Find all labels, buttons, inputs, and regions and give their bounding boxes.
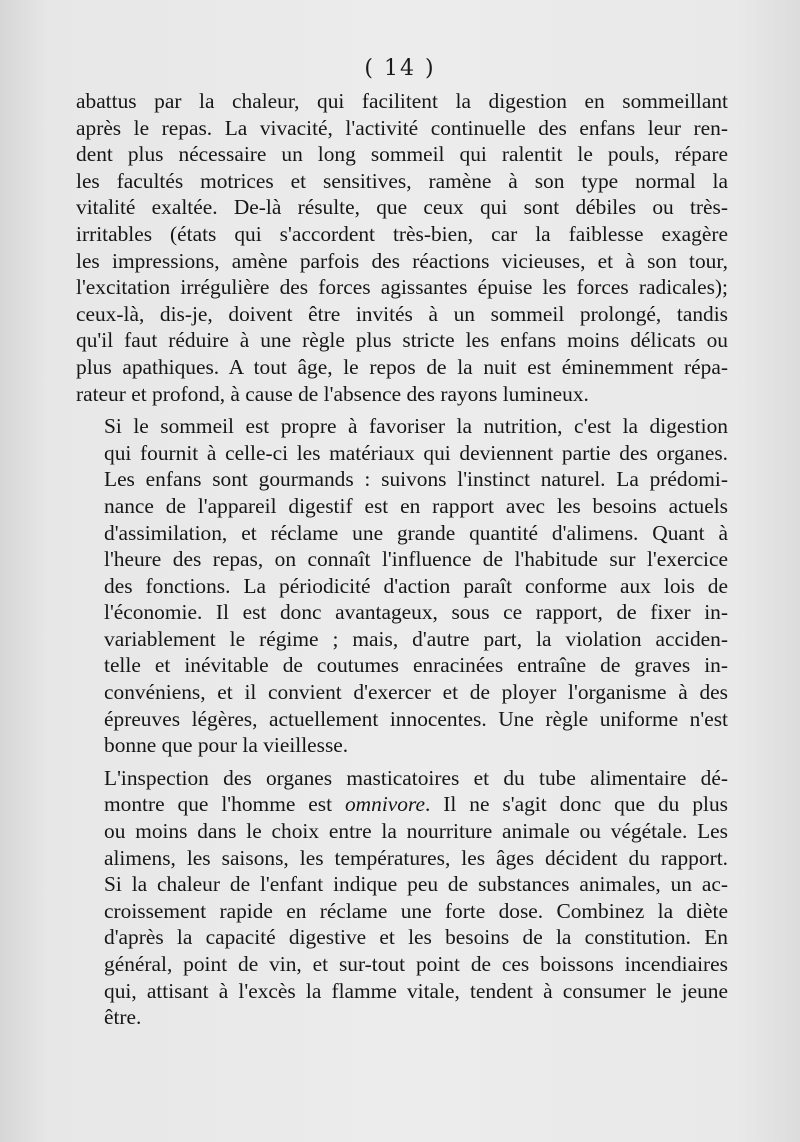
text-line: les facultés motrices et sensitives, ramène à son type normal la — [76, 168, 728, 193]
text-line: qui, attisant à l'excès la flamme vitale, tendent à consumer le jeune — [104, 978, 728, 1003]
text-line: plus apathiques. A tout âge, le repos de la nuit est éminemment répa- — [76, 354, 728, 379]
text-line: montre que l'homme est omnivore. Il ne s'agit donc que du plus — [104, 792, 728, 817]
text-line: ou moins dans le choix entre la nourriture animale ou végétale. Les — [104, 819, 728, 844]
text-line: qu'il faut réduire à une règle plus stricte les enfans moins délicats ou — [76, 328, 728, 353]
text-line: général, point de vin, et sur-tout point de ces boissons incendiaires — [104, 952, 728, 976]
body-text — [76, 88, 728, 1031]
text-line: convéniens, et il convient d'exercer et de ployer l'organisme à des — [104, 680, 728, 705]
text-line: être. — [104, 1005, 142, 1030]
text-line: croissement rapide en réclame une forte dose. Combinez la diète — [104, 898, 728, 923]
page-number: ( 14 ) — [364, 56, 436, 81]
text-line: l'économie. Il est donc avantageux, sous ce rapport, de fixer in- — [104, 600, 728, 625]
text-line: dent plus nécessaire un long sommeil qui ralentit le pouls, répare — [76, 142, 728, 167]
text-line: nance de l'appareil digestif est en rapport avec les besoins actuels — [104, 493, 728, 518]
text-line: abattus par la chaleur, qui facilitent la digestion en sommeillant — [76, 89, 728, 113]
text-line: vitalité exaltée. De-là résulte, que ceux qui sont débiles ou très- — [76, 195, 728, 220]
text-line: d'après la capacité digestive et les besoins de la constitution. En — [104, 925, 728, 950]
text-line: rateur et profond, à cause de l'absence des rayons lumineux. — [76, 381, 589, 406]
text-line: alimens, les saisons, les températures, les âges décident du rapport. — [104, 845, 728, 870]
text-line: épreuves légères, actuellement innocentes. Une règle uniforme n'est — [104, 706, 728, 731]
text-line: les impressions, amène parfois des réactions vicieuses, et à son tour, — [76, 248, 728, 273]
paragraph-sleep — [76, 88, 728, 407]
text-line: Les enfans sont gourmands : suivons l'instinct naturel. La prédomi- — [104, 467, 728, 492]
paragraph-diet — [76, 765, 728, 1031]
text-line: Si la chaleur de l'enfant indique peu de substances animales, un ac- — [104, 872, 728, 897]
text-line: Si le sommeil est propre à favoriser la nutrition, c'est la digestion — [104, 414, 728, 439]
text-line: L'inspection des organes masticatoires et du tube alimentaire dé- — [104, 765, 728, 790]
text-line: bonne que pour la vieillesse. — [104, 733, 349, 758]
text-line: irritables (états qui s'accordent très-bien, car la faiblesse exagère — [76, 221, 728, 246]
text-line: qui fournit à celle-ci les matériaux qui deviennent partie des organes. — [104, 440, 728, 465]
text-line: d'assimilation, et réclame une grande quantité d'alimens. Quant à — [104, 520, 728, 545]
text-line: l'excitation irrégulière des forces agissantes épuise les forces radicales); — [76, 275, 728, 300]
text-line: des fonctions. La périodicité d'action paraît conforme aux lois de — [104, 573, 728, 598]
text-line: telle et inévitable de coutumes enracinées entraîne de graves in- — [104, 653, 728, 678]
text-line: après le repas. La vivacité, l'activité continuelle des enfans leur ren- — [76, 115, 728, 140]
paragraph-digestion — [76, 413, 728, 759]
text-line: l'heure des repas, on connaît l'influence de l'habitude sur l'exercice — [104, 547, 728, 572]
text-line: variablement le régime ; mais, d'autre part, la violation acciden- — [104, 626, 728, 651]
text-line: ceux-là, dis-je, doivent être invités à un sommeil prolongé, tandis — [76, 301, 728, 326]
